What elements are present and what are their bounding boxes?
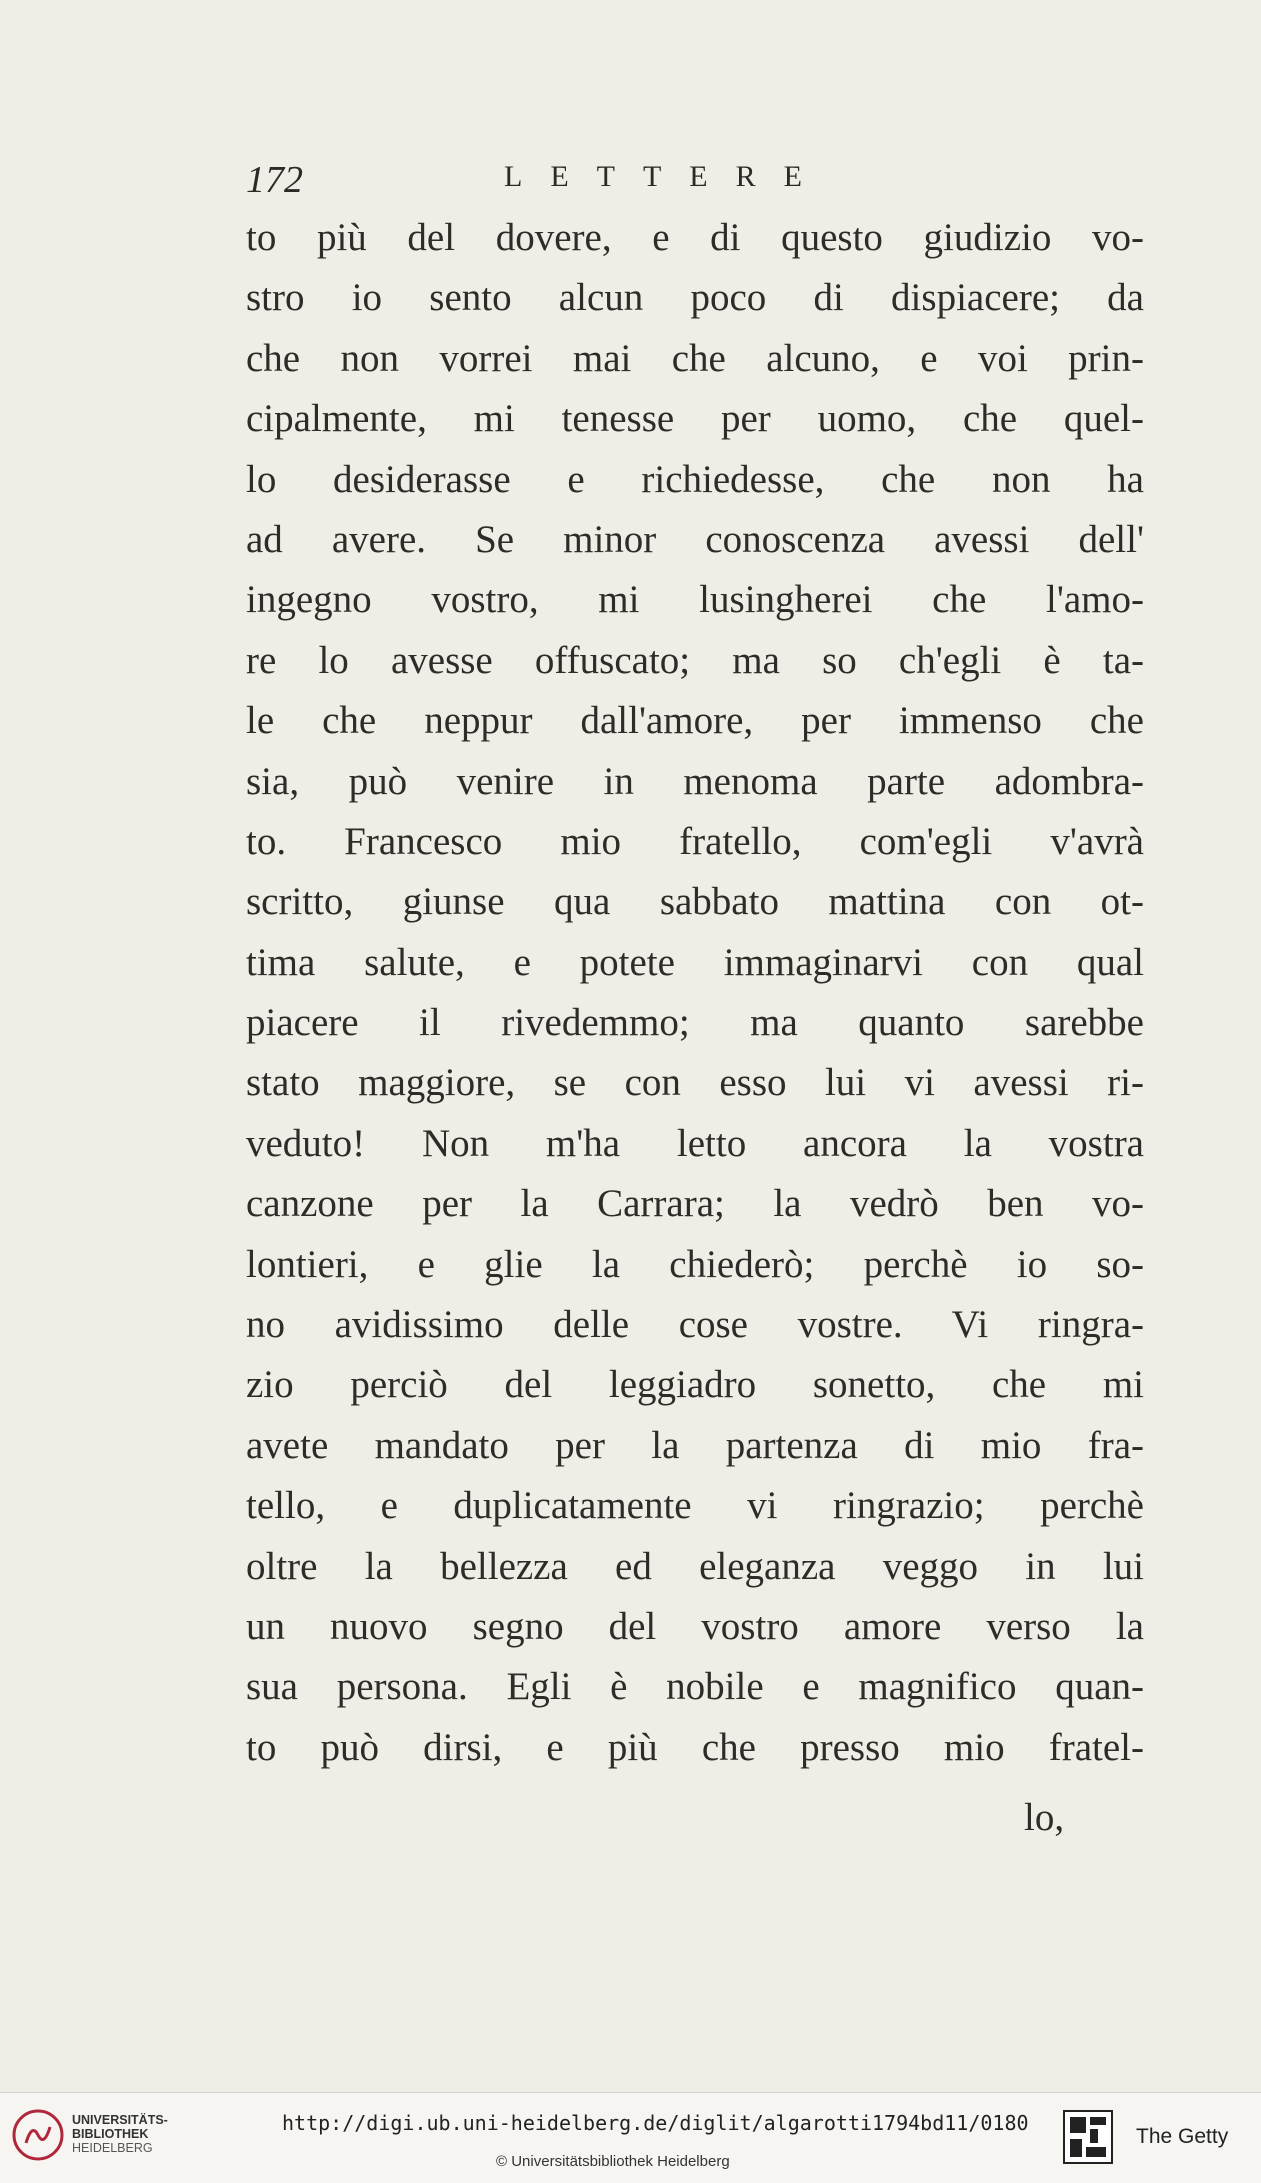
text-line: un nuovo segno del vostro amore verso la [246,1604,1144,1648]
text-line: ad avere. Se minor conoscenza avessi dell' [246,517,1144,561]
text-line: re lo avesse offuscato; ma so ch'egli è ta- [246,638,1144,682]
text-line: oltre la bellezza ed eleganza veggo in lui [246,1544,1144,1588]
text-line: lo desiderasse e richiedesse, che non ha [246,457,1144,501]
text-line: che non vorrei mai che alcuno, e voi prin- [246,336,1144,380]
text-line: stato maggiore, se con esso lui vi avessi ri- [246,1061,1144,1105]
page-header [246,158,910,208]
text-line: stro io sento alcun poco di dispiacere; da [246,276,1144,320]
library-name-line: HEIDELBERG [72,2141,153,2155]
permalink-url[interactable]: http://digi.ub.uni-heidelberg.de/diglit/algarotti1794bd11/0180 [282,2111,1029,2135]
text-line: sia, può venire in menoma parte adombra- [246,759,1144,803]
text-line: avete mandato per la partenza di mio fra- [246,1423,1144,1467]
viewer-footer [0,2092,1261,2183]
getty-label: The Getty [1136,2125,1229,2148]
text-line: no avidissimo delle cose vostre. Vi ringra- [246,1303,1144,1347]
text-line: sua persona. Egli è nobile e magnifico quan- [246,1665,1144,1709]
running-title: LETTERE [504,160,830,193]
text-line: piacere il rivedemmo; ma quanto sarebbe [246,1001,1144,1045]
text-line: zio perciò del leggiadro sonetto, che mi [246,1363,1144,1407]
text-line: tima salute, e potete immaginarvi con qual [246,940,1144,984]
catchword: lo, [1024,1796,1065,1839]
text-line: scritto, giunse qua sabbato mattina con ot- [246,880,1144,924]
text-line: to più del dovere, e di questo giudizio vo- [246,216,1144,259]
text-line: to può dirsi, e più che presso mio fratel- [246,1725,1144,1769]
text-line: to. Francesco mio fratello, com'egli v'avrà [246,819,1144,863]
text-line: cipalmente, mi tenesse per uomo, che quel- [246,397,1144,441]
text-line: tello, e duplicatamente vi ringrazio; perchè [246,1484,1144,1528]
letter-text [246,208,1144,1778]
text-line: le che neppur dall'amore, per immenso che [246,699,1144,743]
university-library-logo-icon [12,2109,64,2161]
text-line: ingegno vostro, mi lusingherei che l'amo- [246,578,1144,622]
text-line: lontieri, e glie la chiederò; perchè io so- [246,1242,1144,1286]
library-name-line: BIBLIOTHEK [72,2127,149,2141]
library-name-line: UNIVERSITÄTS- [72,2113,168,2127]
text-line: canzone per la Carrara; la vedrò ben vo- [246,1182,1144,1226]
library-name [72,2113,168,2155]
text-line: veduto! Non m'ha letto ancora la vostra [246,1121,1144,1165]
getty-logo-icon [1060,2107,1116,2167]
copyright-notice: © Universitätsbibliothek Heidelberg [496,2153,730,2170]
page-number: 172 [246,159,303,201]
